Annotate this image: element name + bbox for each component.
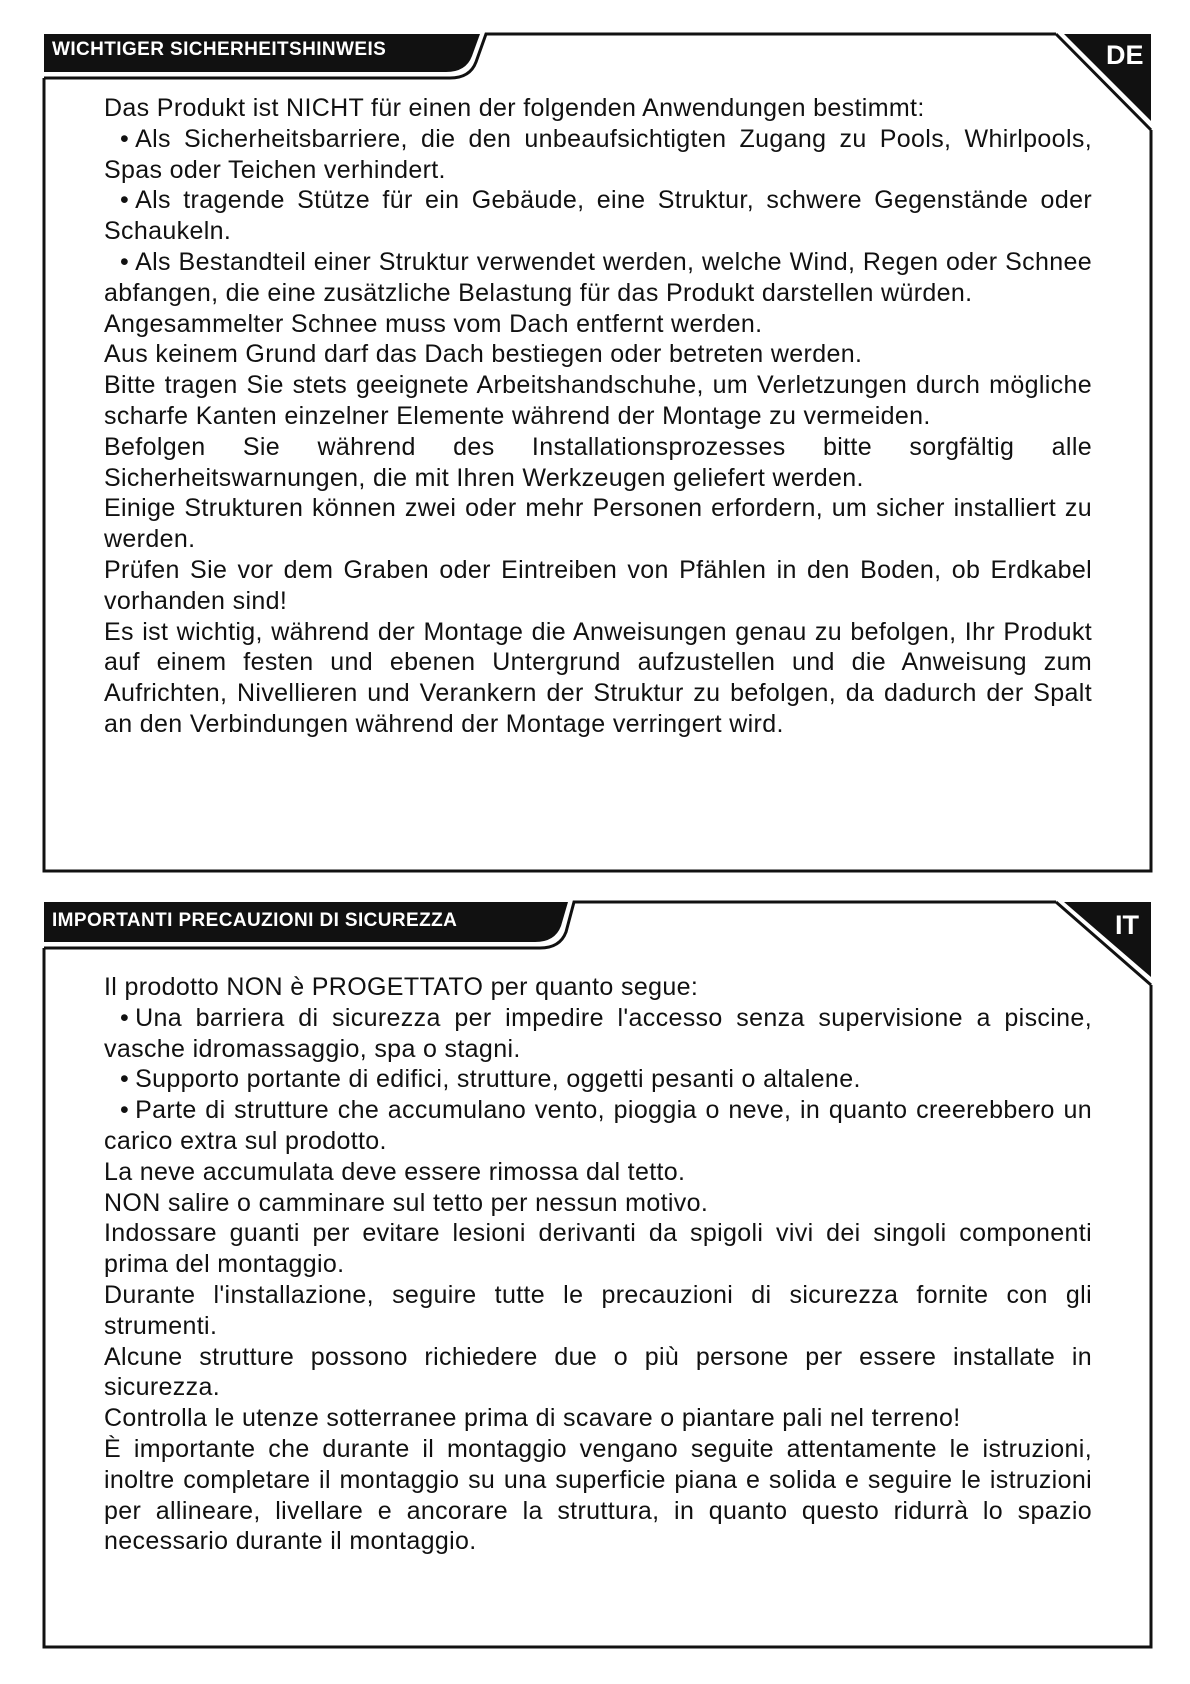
bullet-icon: • — [120, 247, 130, 276]
language-badge: IT — [1115, 910, 1139, 940]
paragraph: Prüfen Sie vor dem Graben oder Eintreiben von Pfählen in den Boden, ob Erdkabel vorhanden sind! — [104, 555, 1092, 615]
language-badge: DE — [1106, 40, 1144, 70]
paragraph: Bitte tragen Sie stets geeignete Arbeitshandschuhe, um Verletzungen durch mögliche scharfe Kanten einzelner Elemente während der Montage zu vermeiden. — [104, 371, 1092, 430]
paragraph: Einige Strukturen können zwei oder mehr Personen erfordern, um sicher installiert zu werden. — [104, 494, 1092, 554]
paragraph: Indossare guanti per evitare lesioni derivanti da spigoli vivi dei singoli componenti prima del montaggio. — [104, 1219, 1092, 1279]
paragraph: Alcune strutture possono richiedere due o più persone per essere installate in sicurezza. — [104, 1342, 1092, 1402]
bullet-paragraph — [104, 185, 1092, 247]
bullet-text: Als Bestandteil einer Struktur verwendet werden, welche Wind, Regen oder Schnee abfangen, die eine zusätzliche Belastung für das Produkt darstellen würden. — [104, 247, 1092, 307]
section-body — [104, 93, 1092, 740]
bullet-paragraph — [104, 247, 1092, 309]
bullet-paragraph — [104, 1003, 1092, 1065]
paragraph: Controlla le utenze sotterranee prima di scavare o piantare pali nel terreno! — [104, 1404, 961, 1433]
paragraph: Befolgen Sie während des Installationsprozesses bitte sorgfältig alle Sicherheitswarnungen, die mit Ihren Werkzeugen geliefert werden. — [104, 432, 1092, 492]
bullet-text: Una barriera di sicurezza per impedire l'accesso senza supervisione a piscine, vasche idromassaggio, spa o stagni. — [104, 1003, 1092, 1063]
bullet-icon: • — [120, 1065, 130, 1094]
section-header-title: WICHTIGER SICHERHEITSHINWEIS — [52, 39, 387, 60]
paragraph: È importante che durante il montaggio vengano seguite attentamente le istruzioni, inoltre completare il montaggio su una superficie piana e solida e seguire le istruzioni per allineare, livellare e ancorare la struttura, in quanto questo ridurrà lo spazio necessario durante il montaggio. — [104, 1434, 1092, 1556]
paragraph: NON salire o camminare sul tetto per nessun motivo. — [104, 1188, 709, 1217]
paragraph: Es ist wichtig, während der Montage die Anweisungen genau zu befolgen, Ihr Produkt auf einem festen und ebenen Untergrund aufzustellen und die Anweisung zum Aufrichten, Nivellieren und Verankern der Struktur zu befolgen, da dadurch der Spalt an den Verbindungen während der Montage verringert wird. — [104, 617, 1092, 738]
section-it — [0, 880, 1190, 1684]
bullet-icon: • — [120, 1003, 130, 1032]
bullet-text: Als Sicherheitsbarriere, die den unbeaufsichtigten Zugang zu Pools, Whirlpools, Spas oder Teichen verhindert. — [104, 124, 1092, 184]
bullet-paragraph — [104, 1095, 1092, 1157]
section-header-title: IMPORTANTI PRECAUZIONI DI SICUREZZA — [52, 910, 458, 931]
paragraph: Il prodotto NON è PROGETTATO per quanto segue: — [104, 973, 699, 1001]
paragraph: Angesammelter Schnee muss vom Dach entfernt werden. — [104, 309, 763, 338]
bullet-paragraph — [104, 1064, 1092, 1095]
section-body — [104, 972, 1092, 1557]
bullet-text: Supporto portante di edifici, strutture, oggetti pesanti o altalene. — [135, 1065, 861, 1094]
bullet-icon: • — [120, 124, 130, 153]
bullet-text: Parte di strutture che accumulano vento, pioggia o neve, in quanto creerebbero un carico extra sul prodotto. — [104, 1096, 1092, 1155]
bullet-paragraph — [104, 124, 1092, 186]
paragraph: Durante l'installazione, seguire tutte le precauzioni di sicurezza fornite con gli strumenti. — [104, 1280, 1092, 1340]
bullet-icon: • — [120, 186, 130, 215]
bullet-icon: • — [120, 1096, 130, 1125]
paragraph: La neve accumulata deve essere rimossa dal tetto. — [104, 1157, 686, 1186]
paragraph: Aus keinem Grund darf das Dach bestiegen oder betreten werden. — [104, 340, 863, 369]
bullet-text: Als tragende Stütze für ein Gebäude, eine Struktur, schwere Gegenstände oder Schaukeln. — [104, 186, 1092, 246]
paragraph: Das Produkt ist NICHT für einen der folgenden Anwendungen bestimmt: — [104, 94, 925, 122]
